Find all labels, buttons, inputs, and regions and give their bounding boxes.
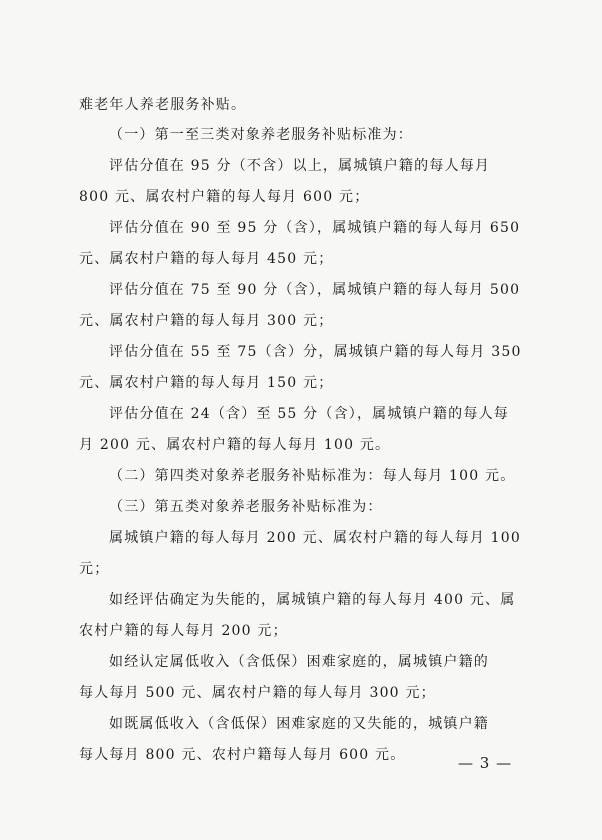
section-heading-3: （三）第五类对象养老服务补贴标准为：	[109, 499, 383, 515]
text-line: 元、属农村户籍的每人每月 150 元；	[79, 375, 334, 391]
text-line: 元、属农村户籍的每人每月 450 元；	[79, 251, 334, 267]
text-line: 难老年人养老服务补贴。	[79, 97, 247, 113]
text-line: 评估分值在 90 至 95 分（含），属城镇户籍的每人每月 650	[109, 220, 521, 236]
text-line: 每人每月 800 元、农村户籍每人每月 600 元。	[79, 747, 406, 763]
text-line: 评估分值在 95 分（不含）以上，属城镇户籍的每人每月	[109, 158, 491, 174]
text-line: 月 200 元、属农村户籍的每人每月 100 元。	[79, 437, 391, 453]
text-line: 如经评估确定为失能的，属城镇户籍的每人每月 400 元、属	[109, 592, 516, 608]
text-line: 评估分值在 24（含）至 55 分（含），属城镇户籍的每人每	[109, 406, 509, 422]
page-number: — 3 —	[458, 754, 513, 772]
text-line: 每人每月 500 元、属农村户籍的每人每月 300 元；	[79, 685, 436, 701]
text-line: 如既属低收入（含低保）困难家庭的又失能的，城镇户籍	[109, 716, 489, 732]
text-line: 农村户籍的每人每月 200 元；	[79, 623, 288, 639]
text-line: 元、属农村户籍的每人每月 300 元；	[79, 313, 334, 329]
text-line: 元；	[79, 561, 110, 577]
text-line: 属城镇户籍的每人每月 200 元、属农村户籍的每人每月 100	[109, 530, 521, 546]
text-line: 800 元、属农村户籍的每人每月 600 元；	[79, 189, 370, 205]
section-heading-2: （二）第四类对象养老服务补贴标准为：每人每月 100 元。	[109, 468, 516, 484]
text-line: 如经认定属低收入（含低保）困难家庭的，属城镇户籍的	[109, 654, 489, 670]
text-line: 评估分值在 75 至 90 分（含），属城镇户籍的每人每月 500	[109, 282, 521, 298]
section-heading-1: （一）第一至三类对象养老服务补贴标准为：	[109, 127, 413, 143]
text-line: 评估分值在 55 至 75（含）分，属城镇户籍的每人每月 350	[109, 344, 522, 360]
